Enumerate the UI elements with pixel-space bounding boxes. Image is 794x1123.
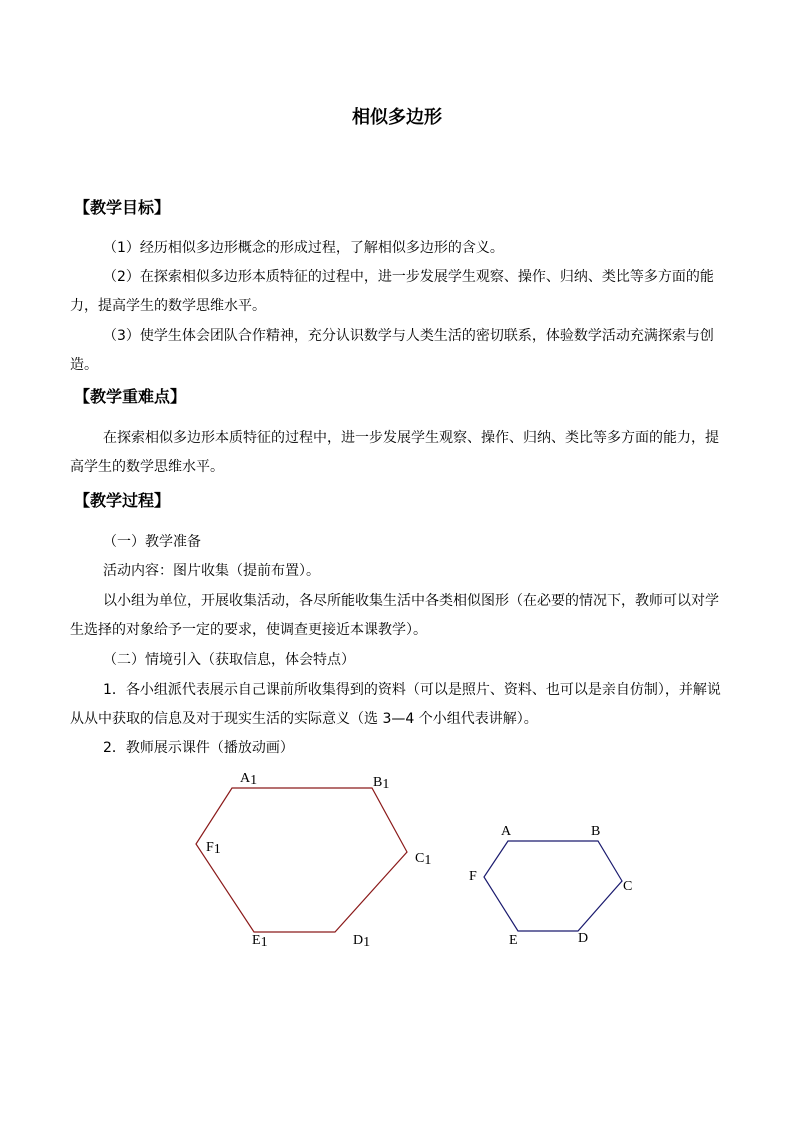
- label-B1: B1: [373, 775, 390, 792]
- label-E1: E1: [252, 933, 268, 950]
- label-C1: C1: [415, 851, 432, 868]
- small-hexagon: [484, 841, 622, 931]
- similar-hexagons-figure: [0, 760, 794, 960]
- label-D: D: [578, 931, 589, 946]
- heading-process: 【教学过程】: [74, 491, 171, 510]
- label-B: B: [591, 824, 601, 839]
- large-hexagon: [196, 788, 407, 932]
- process-item-2: 2．教师展示课件（播放动画）: [103, 740, 294, 756]
- objective-2: （2）在探索相似多边形本质特征的过程中，进一步发展学生观察、操作、归纳、类比等多方面的能力，提高学生的数学思维水平。: [70, 269, 714, 314]
- process-step-1: （一）教学准备: [103, 534, 201, 550]
- label-F1: F1: [206, 840, 221, 857]
- objective-3: （3）使学生体会团队合作精神，充分认识数学与人类生活的密切联系，体验数学活动充满探索与创造。: [70, 328, 714, 373]
- process-group-collect: 以小组为单位，开展收集活动，各尽所能收集生活中各类相似图形（在必要的情况下，教师可以对学生选择的对象给予一定的要求，使调查更接近本课教学）。: [70, 593, 719, 638]
- process-activity: 活动内容：图片收集（提前布置）。: [103, 563, 320, 579]
- label-E: E: [509, 933, 518, 948]
- label-D1: D1: [353, 933, 371, 950]
- page-title: 相似多边形: [352, 107, 442, 128]
- label-C: C: [623, 879, 633, 894]
- heading-key-points: 【教学重难点】: [74, 387, 187, 406]
- process-item-1: 1．各小组派代表展示自己课前所收集得到的资料（可以是照片、资料、也可以是亲自仿制），并解说从从中获取的信息及对于现实生活的实际意义（选 3—4 个小组代表讲解）。: [70, 682, 721, 727]
- key-points-text: 在探索相似多边形本质特征的过程中，进一步发展学生观察、操作、归纳、类比等多方面的能力，提高学生的数学思维水平。: [70, 430, 719, 475]
- label-F: F: [469, 869, 477, 884]
- objective-1: （1）经历相似多边形概念的形成过程，了解相似多边形的含义。: [103, 240, 504, 256]
- heading-objectives: 【教学目标】: [74, 198, 171, 217]
- label-A1: A1: [240, 771, 258, 788]
- label-A: A: [501, 824, 512, 839]
- process-step-2: （二）情境引入（获取信息，体会特点）: [103, 652, 355, 668]
